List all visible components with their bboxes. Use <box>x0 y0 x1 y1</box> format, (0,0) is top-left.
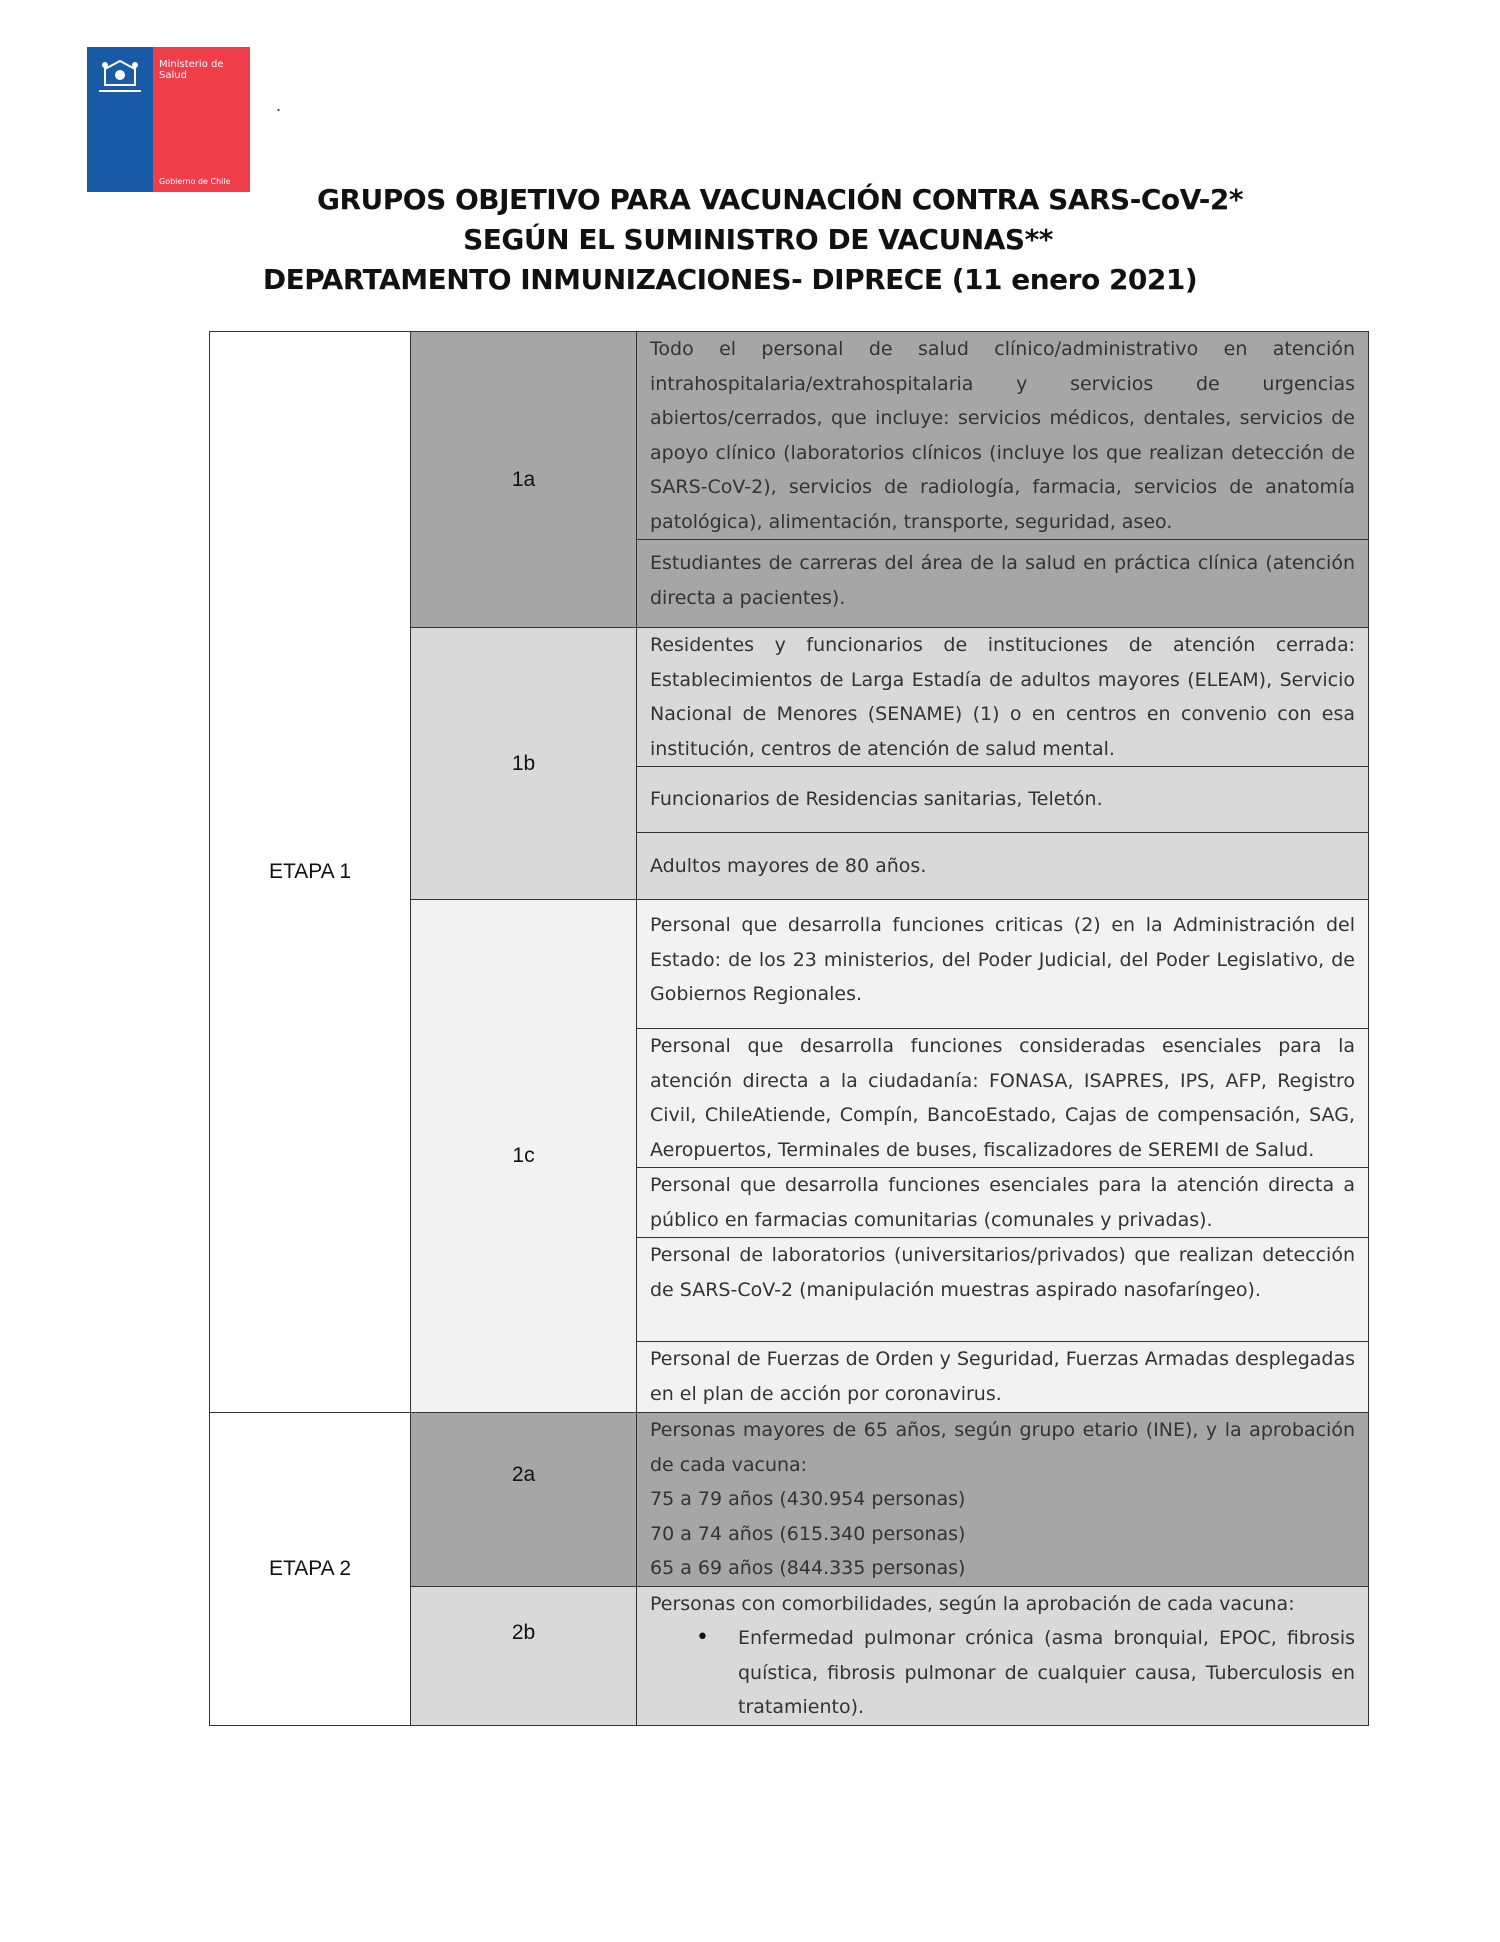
group-1a-item-1: Todo el personal de salud clínico/administrativo en atención intrahospitalaria/extrahospitalaria y servicios de urgencias abiertos/cerrados, que incluye: servicios médicos, dentales, servicios de apoyo clínico (laboratorios clínicos (incluye los que realizan detección de SARS-CoV-2), servicios de radiología, farmacia, servicios de anatomía patológica), alimentación, transporte, seguridad, aseo. <box>637 332 1369 540</box>
logo-org-name: Ministerio de Salud <box>159 59 224 81</box>
group-2b-bullet-1: • Enfermedad pulmonar crónica (asma bronquial, EPOC, fibrosis quística, fibrosis pulmonar de cualquier causa, Tuberculosis en tratamiento). <box>738 1621 1355 1725</box>
stray-dot: . <box>276 95 282 115</box>
group-2a-line-3: 65 a 69 años (844.335 personas) <box>650 1557 966 1579</box>
document-title <box>160 180 1400 300</box>
group-2a-label: 2a <box>411 1413 637 1587</box>
logo-gov-name: Gobierno de Chile <box>159 177 231 186</box>
group-2a-line-1: 75 a 79 años (430.954 personas) <box>650 1488 966 1510</box>
group-2b-text: Personas con comorbilidades, según la aprobación de cada vacuna: <box>650 1592 1295 1615</box>
vaccination-groups-table <box>209 331 1369 1726</box>
ministerio-logo <box>87 47 250 192</box>
group-1b-item-2: Funcionarios de Residencias sanitarias, Teletón. <box>637 767 1369 833</box>
group-2b-bullets <box>650 1621 1355 1725</box>
group-2b-label: 2b <box>411 1586 637 1725</box>
etapa-1-cell: ETAPA 1 <box>210 332 411 1413</box>
group-1b-label: 1b <box>411 628 637 900</box>
group-1c-item-1: Personal que desarrolla funciones criticas (2) en la Administración del Estado: de los 23 ministerios, del Poder Judicial, del Poder Legislativo, de Gobiernos Regionales. <box>637 900 1369 1029</box>
group-1a-label: 1a <box>411 332 637 628</box>
group-2a-cell <box>637 1413 1369 1587</box>
group-1a-item-2: Estudiantes de carreras del área de la salud en práctica clínica (atención directa a pacientes). <box>637 540 1369 628</box>
group-1c-item-5: Personal de Fuerzas de Orden y Seguridad, Fuerzas Armadas desplegadas en el plan de acción por coronavirus. <box>637 1342 1369 1413</box>
group-2a-text: Personas mayores de 65 años, según grupo etario (INE), y la aprobación de cada vacuna: <box>650 1419 1355 1476</box>
title-line-3: DEPARTAMENTO INMUNIZACIONES- DIPRECE (11 enero 2021) <box>262 263 1198 296</box>
title-line-1: GRUPOS OBJETIVO PARA VACUNACIÓN CONTRA SARS-CoV-2* <box>316 183 1244 216</box>
group-1c-item-3: Personal que desarrolla funciones esenciales para la atención directa a público en farmacias comunitarias (comunales y privadas). <box>637 1168 1369 1238</box>
group-1b-item-3: Adultos mayores de 80 años. <box>637 833 1369 900</box>
group-2b-cell <box>637 1586 1369 1725</box>
etapa-2-cell: ETAPA 2 <box>210 1413 411 1726</box>
group-1c-item-2: Personal que desarrolla funciones consideradas esenciales para la atención directa a la ciudadanía: FONASA, ISAPRES, IPS, AFP, Registro Civil, ChileAtiende, Compín, BancoEstado, Cajas de compensación, SAG, Aeropuertos, Terminales de buses, fiscalizadores de SEREMI de Salud. <box>637 1029 1369 1168</box>
group-1c-item-4: Personal de laboratorios (universitarios/privados) que realizan detección de SARS-CoV-2 (manipulación muestras aspirado nasofaríngeo). <box>637 1238 1369 1342</box>
group-2a-line-2: 70 a 74 años (615.340 personas) <box>650 1522 966 1545</box>
coat-of-arms-icon <box>95 51 145 97</box>
title-line-2: SEGÚN EL SUMINISTRO DE VACUNAS** <box>463 223 1053 256</box>
group-1c-label: 1c <box>411 900 637 1413</box>
group-1b-item-1: Residentes y funcionarios de instituciones de atención cerrada: Establecimientos de Larga Estadía de adultos mayores (ELEAM), Servicio Nacional de Menores (SENAME) (1) o en centros en convenio con esa institución, centros de atención de salud mental. <box>637 628 1369 767</box>
